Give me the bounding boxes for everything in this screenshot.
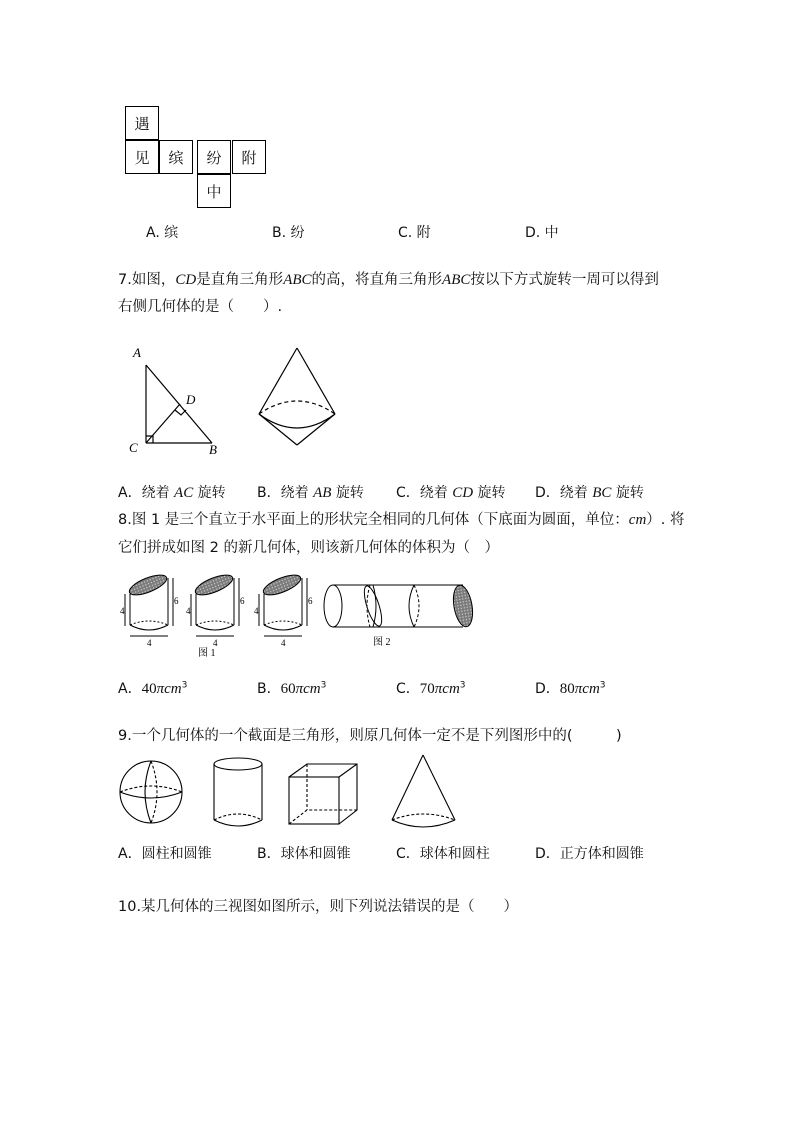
q8-unit: cm (628, 512, 647, 528)
q8-line-2: 它们拼成如图 2 的新几何体，则该新几何体的体积为（ ） (118, 540, 499, 556)
q7-option-c[interactable]: C．绕着 CD 旋转 (396, 485, 506, 501)
q7-option-d[interactable]: D．绕着 BC 旋转 (535, 485, 644, 501)
q8-option-a[interactable]: A．40πcm$^3$ (118, 680, 188, 697)
cut-cylinder-2 (191, 571, 239, 636)
q8-text-1: 8.图 1 是三个直立于水平面上的形状完全相同的几何体（下底面为圆面，单位： (118, 512, 629, 528)
net-cell-bottom: 中 (197, 174, 231, 208)
cone (392, 755, 455, 827)
q8-option-d[interactable]: D．80πcm$^3$ (535, 680, 606, 697)
altitude-cd (146, 404, 180, 443)
dim-height-left-3: 4 (254, 606, 259, 616)
right-triangle-figure (120, 340, 230, 460)
sphere (120, 761, 182, 823)
double-cone-figure (252, 344, 362, 456)
q7-text-1: 如图， (131, 272, 176, 288)
dim-height-left-2: 4 (186, 606, 191, 616)
q7-line-1 (118, 266, 659, 294)
q9-option-a[interactable]: A．圆柱和圆锥 (118, 846, 212, 862)
lower-cone-right (297, 414, 335, 445)
q7-text-4: 按以下方式旋转一周可以得到 (470, 272, 659, 288)
cut-cylinder-1 (125, 571, 173, 636)
cut-cylinder-3 (259, 571, 307, 636)
q9-option-b[interactable]: B．球体和圆锥 (257, 846, 351, 862)
q10-question: 10.某几何体的三视图如图所示，则下列说法错误的是（ ） (118, 899, 519, 915)
q6-option-c[interactable]: C. 附 (398, 225, 431, 241)
q7-text-2: 是直角三角形 (196, 272, 284, 288)
q7-text-3: 的高，将直角三角形 (311, 272, 443, 288)
dim-height-right-3: 6 (308, 596, 313, 606)
label-c: C (129, 440, 138, 455)
q8-option-c[interactable]: C．70πcm$^3$ (396, 680, 466, 697)
q7-number: 7. (118, 272, 132, 288)
q9-question: 9.一个几何体的一个截面是三角形，则原几何体一定不是下列图形中的( ) (118, 728, 622, 744)
label-b: B (209, 442, 217, 457)
q6-option-b[interactable]: B. 纷 (272, 225, 305, 241)
solid-figures (115, 752, 475, 834)
label-d: D (186, 392, 196, 407)
q8-option-b[interactable]: B．60πcm$^3$ (257, 680, 327, 697)
q7-math-abc: ABC (283, 272, 312, 288)
q6-option-a[interactable]: A. 缤 (146, 225, 179, 241)
net-cell-1: 见 (125, 140, 159, 174)
dim-base-2: 4 (213, 638, 218, 648)
dim-height-right-1: 6 (174, 596, 179, 606)
figure-1-and-2 (118, 568, 488, 660)
q7-option-a[interactable]: A．绕着 AC 旋转 (118, 485, 226, 501)
label-a: A (133, 345, 141, 360)
figure-1-caption: 图 1 (198, 648, 216, 659)
q9-option-c[interactable]: C．球体和圆柱 (396, 846, 490, 862)
dim-height-left-1: 4 (120, 606, 125, 616)
dim-base-3: 4 (281, 638, 286, 648)
base-back-arc (259, 401, 335, 414)
dim-base-1: 4 (147, 638, 152, 648)
q7-line-2: 右侧几何体的是（ ）. (118, 299, 283, 315)
q8-line-1 (118, 506, 685, 534)
dim-height-right-2: 6 (240, 596, 245, 606)
net-cell-top: 遇 (125, 106, 159, 140)
cylinder (214, 758, 262, 826)
cube (289, 764, 357, 824)
q7-option-b[interactable]: B．绕着 AB 旋转 (257, 485, 364, 501)
q7-math-abc-2: ABC (442, 272, 471, 288)
q7-math-cd: CD (175, 272, 197, 288)
combined-cylinder (324, 584, 476, 628)
figure-2-caption: 图 2 (373, 637, 391, 648)
q6-option-d[interactable]: D. 中 (525, 225, 559, 241)
net-cell-4: 附 (232, 140, 266, 174)
q8-text-2: ）. 将 (646, 512, 685, 528)
base-front-arc (259, 414, 335, 428)
q9-option-d[interactable]: D．正方体和圆锥 (535, 846, 644, 862)
net-cell-2: 缤 (159, 140, 193, 174)
upper-cone-right (297, 348, 335, 414)
net-cell-3: 纷 (197, 140, 231, 174)
lower-cone-left (259, 414, 297, 445)
